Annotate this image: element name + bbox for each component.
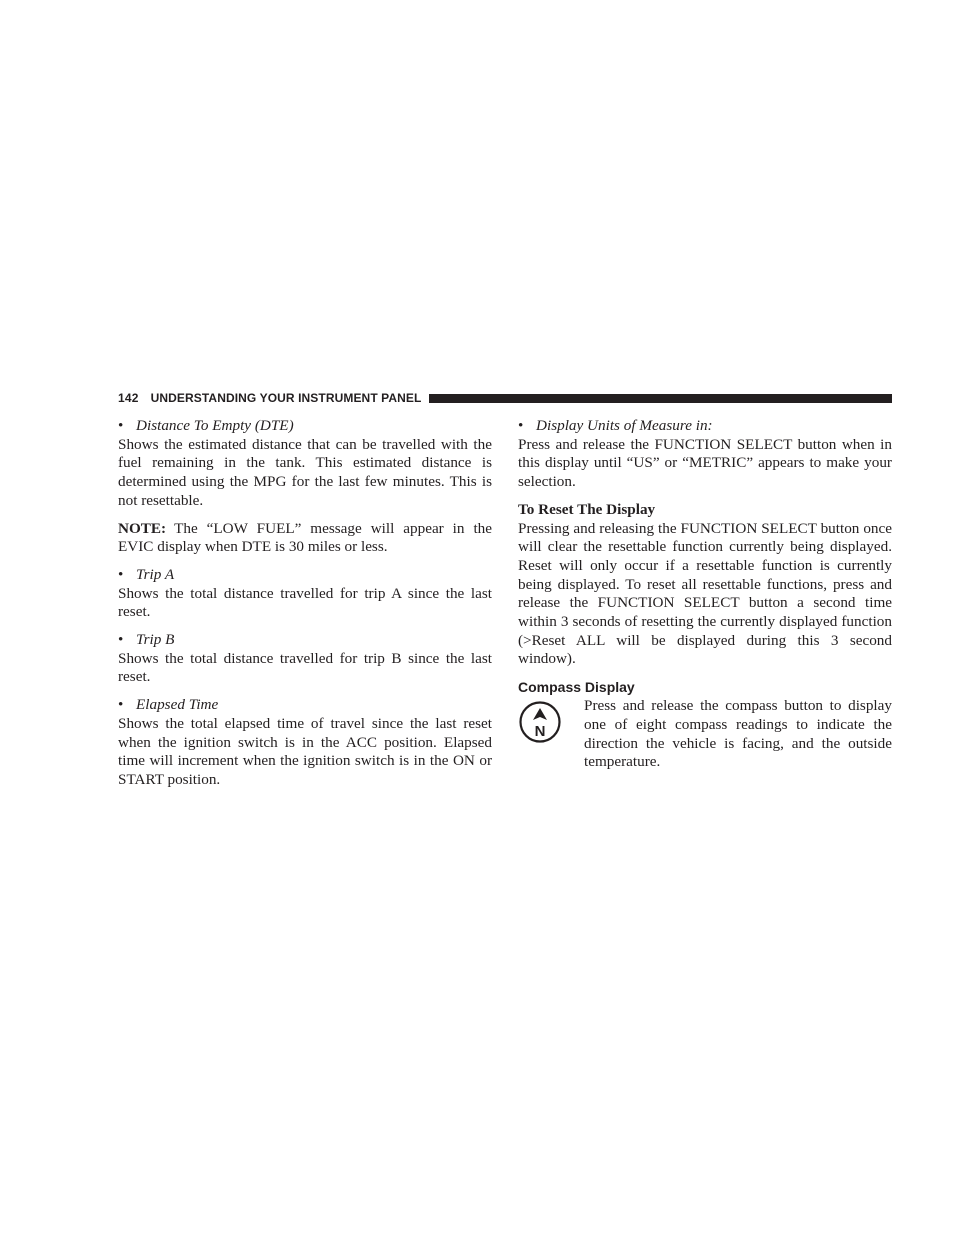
note-label: NOTE:: [118, 519, 167, 537]
reset-display-heading: To Reset The Display: [518, 500, 656, 518]
reset-display-body: Pressing and releasing the FUNCTION SELECT button once will clear the resettable function currently being displayed. Reset will only occur if a resettable function is currently being displayed. To reset all resettable functions, press and release the FUNCTION SELECT button a second time within 3 seconds of resetting the currently displayed function (>Reset ALL will be displayed during this 3 second window).: [518, 519, 892, 668]
compass-icon-letter: N: [534, 723, 546, 741]
bullet-dot: •: [118, 417, 124, 434]
dte-heading: • Distance To Empty (DTE): [118, 417, 294, 434]
elapsed-time-body: Shows the total elapsed time of travel since the last reset when the ignition switch is in the ACC position. Elapsed time will increment when the ignition switch is in the ON or START position.: [118, 714, 492, 788]
right-column: [518, 417, 892, 772]
trip-b-heading: • Trip B: [118, 631, 175, 649]
bullet-dot: •: [118, 696, 124, 714]
compass-icon-svg: [518, 700, 562, 744]
page-number: 142: [118, 391, 139, 405]
left-column: [118, 417, 492, 799]
display-units-heading: • Display Units of Measure in:: [518, 417, 713, 434]
bullet-dot: •: [118, 631, 124, 649]
trip-a-heading: • Trip A: [118, 565, 175, 583]
section-title: UNDERSTANDING YOUR INSTRUMENT PANEL: [150, 391, 422, 405]
compass-icon: [518, 697, 584, 750]
bullet-dot: •: [518, 417, 524, 434]
display-units-body: Press and release the FUNCTION SELECT button when in this display until “US” or “METRIC” appears to make your selection.: [518, 435, 892, 491]
header-rule: [429, 394, 892, 403]
elapsed-time-heading: • Elapsed Time: [118, 696, 219, 714]
trip-b-body: Shows the total distance travelled for trip B since the last reset.: [118, 649, 492, 686]
page-header: [118, 389, 892, 407]
compass-display-heading: Compass Display: [518, 679, 635, 696]
compass-display-body: Press and release the compass button to display one of eight compass readings to indicate the direction the vehicle is facing, and the outside temperature.: [584, 697, 892, 771]
note-paragraph: [118, 520, 492, 557]
dte-body: Shows the estimated distance that can be travelled with the fuel remaining in the tank. This estimated distance is determined using the MPG for the last few minutes. This is not resettable.: [118, 435, 492, 509]
note-body: The “LOW FUEL” message will appear in the EVIC display when DTE is 30 miles or less.: [118, 519, 492, 556]
bullet-dot: •: [118, 565, 124, 583]
compass-display-block: [518, 697, 892, 772]
trip-a-body: Shows the total distance travelled for trip A since the last reset.: [118, 584, 492, 621]
